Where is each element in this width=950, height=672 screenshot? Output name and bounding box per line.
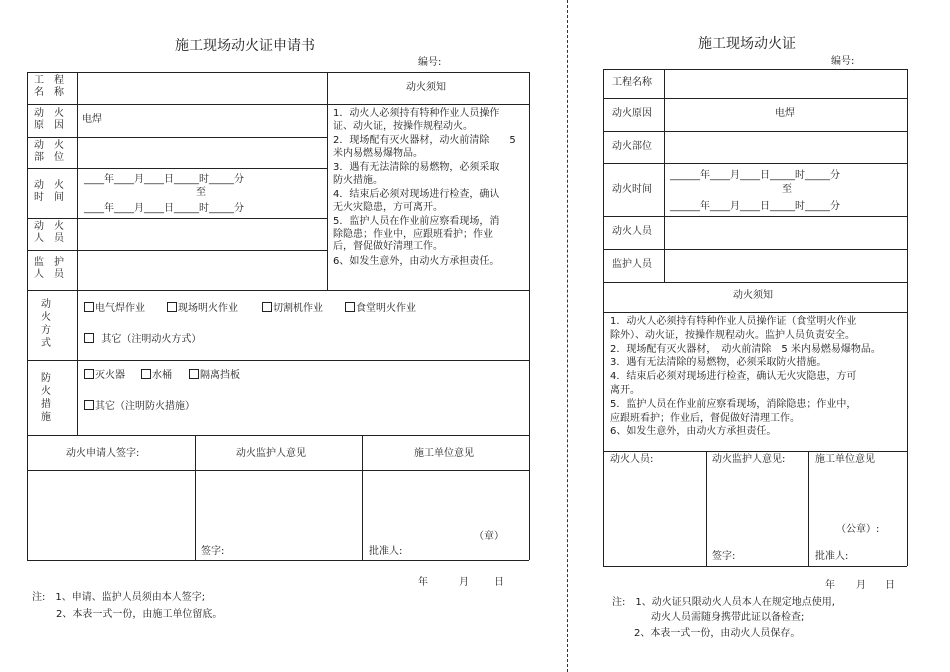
checkbox[interactable] xyxy=(84,369,94,379)
guardian-opinion-header: 动火监护人意见 xyxy=(236,448,306,459)
measure-option-other[interactable]: 其它（注明防火措施） xyxy=(84,400,195,413)
r-label-time: 动火时间 xyxy=(612,184,652,195)
r-date-year: 年 xyxy=(825,580,835,591)
method-option-2[interactable]: 现场明火作业 xyxy=(167,302,238,315)
checkbox[interactable] xyxy=(84,333,94,343)
right-notice-title: 动火须知 xyxy=(733,290,773,301)
label-guardian: 监 护 人 员 xyxy=(34,257,64,280)
method-option-3[interactable]: 切割机作业 xyxy=(262,302,323,315)
checkbox[interactable] xyxy=(262,302,272,312)
right-number-label: 编号: xyxy=(831,56,855,67)
r-date-day: 日 xyxy=(885,580,895,591)
r-label-guardian: 监护人员 xyxy=(612,259,652,270)
time-end: ____年____月____日_____时_____分 xyxy=(84,203,244,214)
notice-line: 除隐患；作业中，应跟班看护；作业 xyxy=(333,228,493,240)
left-note-1: 注: 1、申请、监护人员须由本人签字; xyxy=(32,592,206,603)
reason-value: 电焊 xyxy=(82,114,102,125)
cut-line xyxy=(567,0,568,672)
r-guardian-opinion: 动火监护人意见: xyxy=(712,454,786,465)
notice-item xyxy=(333,189,516,214)
method-option-4[interactable]: 食堂明火作业 xyxy=(345,302,416,315)
right-note-3: 2、本表一式一份，由动火人员保存。 xyxy=(634,628,801,639)
label-reason: 动 火 原 因 xyxy=(34,108,64,131)
r-seal-label: （公章）: xyxy=(836,524,880,535)
time-to: 至 xyxy=(196,187,206,198)
date-month: 月 xyxy=(459,577,469,588)
r-time-end: ______年____月____日_____时_____分 xyxy=(670,201,840,212)
checkbox[interactable] xyxy=(167,302,177,312)
method-option-1[interactable]: 电气焊作业 xyxy=(84,302,145,315)
notice-line: 证、动火证，按操作规程动火。 xyxy=(333,120,473,132)
notice-line: 防火措施。 xyxy=(333,174,383,186)
notice-line: 6、如发生意外，由动火方承担责任。 xyxy=(333,255,500,267)
notice-item xyxy=(333,135,516,160)
left-number-label: 编号: xyxy=(418,57,442,68)
checkbox[interactable] xyxy=(84,302,94,312)
right-form-title: 施工现场动火证 xyxy=(698,36,796,52)
label-method: 动 火 方 式 xyxy=(41,299,51,349)
r-signature-label: 签字: xyxy=(712,551,736,562)
seal-label: （章） xyxy=(474,531,504,542)
r-label-location: 动火部位 xyxy=(612,141,652,152)
label-project-name: 工 程 名 称 xyxy=(34,75,64,98)
left-form-title: 施工现场动火证申请书 xyxy=(175,38,315,54)
signature-label: 签字: xyxy=(201,546,225,557)
measure-option-3[interactable]: 隔离挡板 xyxy=(189,369,240,382)
notice-line: 3．遇有无法清除的易燃物，必须采取 xyxy=(333,162,500,173)
left-notice-list xyxy=(333,108,516,270)
checkbox[interactable] xyxy=(84,400,94,410)
r-reason-value: 电焊 xyxy=(775,108,795,119)
notice-line: 米内易燃易爆物品。 xyxy=(333,147,423,159)
notice-line: 1．动火人必须持有特种作业人员操作 xyxy=(333,108,500,119)
r-label-project-name: 工程名称 xyxy=(612,77,652,88)
checkbox[interactable] xyxy=(189,369,199,379)
right-notice-list: 1．动火人必须持有特种作业人员操作证（食堂明火作业 除外）、动火证，按操作规程动火。监护人员负责安全。 2．现场配有灭火器材， 动火前清除 5 米内易燃易爆物品。 3．遇有无法清除的易燃物，必须采取防火措施。 4．结束后必须对现场进行检查，确认无火灾隐患，方可 离开。 5．监护人员在作业前应察看现场，消除隐患；作业中， 应跟班看护；作业后，督促做好清理工作。 6、如发生意外，由动火方承担责任。 xyxy=(610,316,881,438)
left-notice-title: 动火须知 xyxy=(406,82,446,93)
checkbox[interactable] xyxy=(345,302,355,312)
r-time-to: 至 xyxy=(782,184,792,195)
notice-item xyxy=(333,108,516,133)
unit-opinion-header: 施工单位意见 xyxy=(414,448,474,459)
applicant-sign-header: 动火申请人签字: xyxy=(66,448,140,459)
label-time: 动 火 时 间 xyxy=(34,180,64,203)
notice-line: 后，督促做好清理工作。 xyxy=(333,241,443,252)
notice-item xyxy=(333,216,516,254)
r-unit-opinion: 施工单位意见 xyxy=(815,454,875,465)
r-label-operator: 动火人员 xyxy=(612,226,652,237)
method-option-other[interactable]: 其它（注明动火方式） xyxy=(84,333,201,346)
notice-item xyxy=(333,162,516,187)
notice-line: 2．现场配有灭火器材，动火前清除 5 xyxy=(333,135,516,146)
right-note-1: 注: 1、动火证只限动火人员本人在规定地点使用, xyxy=(612,597,835,608)
r-operator-sign: 动火人员: xyxy=(610,454,654,465)
left-note-2: 2、本表一式一份，由施工单位留底。 xyxy=(56,609,223,620)
approver-label: 批准人: xyxy=(369,546,403,557)
date-day: 日 xyxy=(494,577,504,588)
label-location: 动 火 部 位 xyxy=(34,140,64,163)
r-date-month: 月 xyxy=(856,580,866,591)
notice-line: 4．结束后必须对现场进行检查，确认 xyxy=(333,189,500,200)
date-year: 年 xyxy=(418,577,428,588)
time-start: ____年____月____日_____时_____分 xyxy=(84,174,244,185)
measure-option-2[interactable]: 水桶 xyxy=(141,369,172,382)
r-approver-label: 批准人: xyxy=(815,551,849,562)
notice-item xyxy=(333,256,516,269)
measure-option-1[interactable]: 灭火器 xyxy=(84,369,125,382)
right-note-2: 动火人员需随身携带此证以备检查; xyxy=(651,612,805,623)
label-measure: 防 火 措 施 xyxy=(41,373,51,423)
notice-line: 5．监护人员在作业前应察看现场，消 xyxy=(333,216,500,227)
notice-line: 无火灾隐患，方可离开。 xyxy=(333,201,443,213)
checkbox[interactable] xyxy=(141,369,151,379)
label-operator: 动 火 人 员 xyxy=(34,221,64,244)
r-label-reason: 动火原因 xyxy=(612,108,652,119)
r-time-start: ______年____月____日_____时_____分 xyxy=(670,170,840,181)
